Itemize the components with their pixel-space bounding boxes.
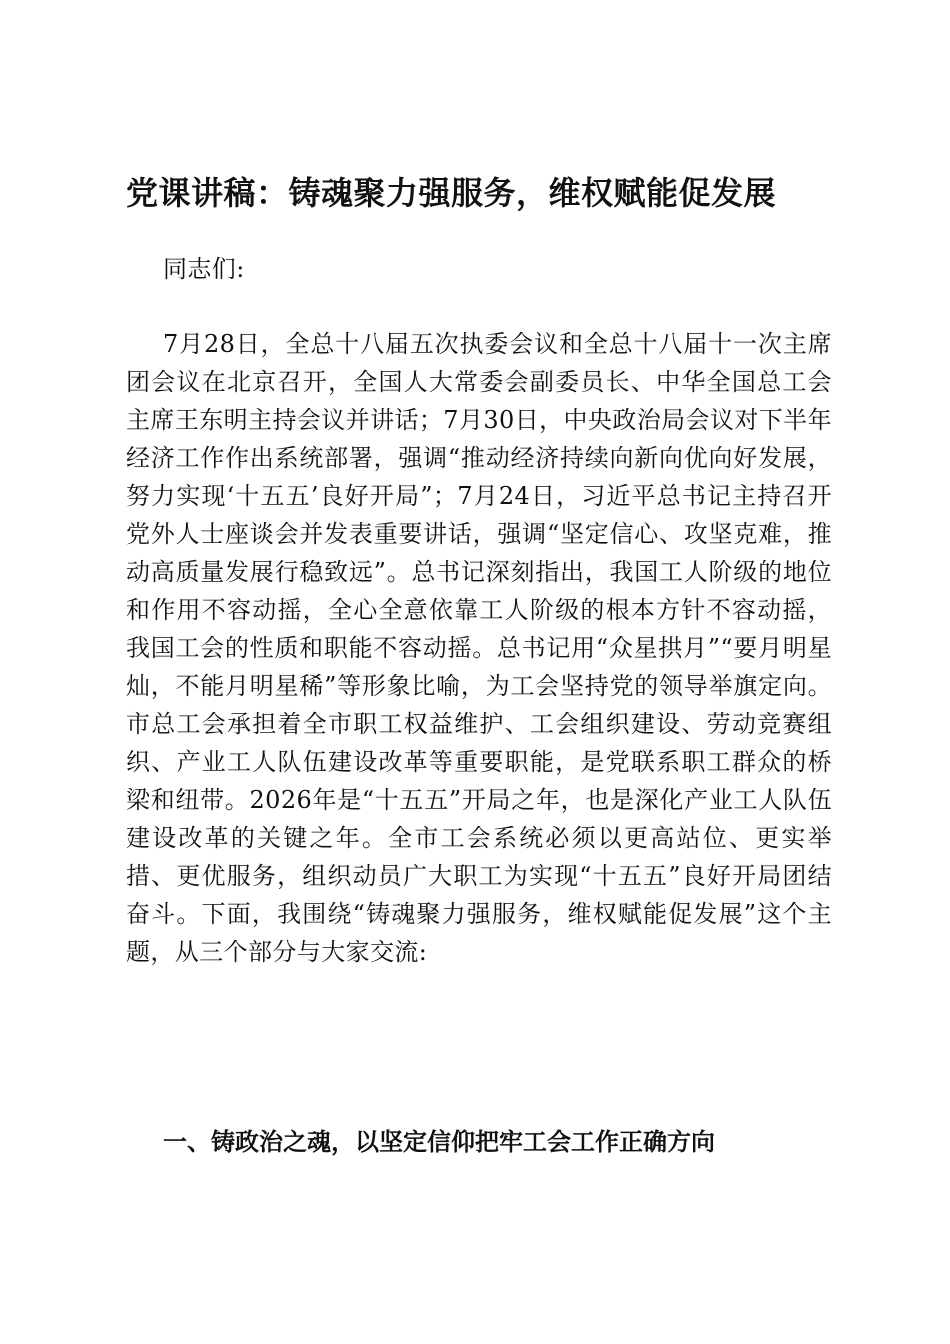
salutation: 同志们: bbox=[163, 255, 245, 283]
section-heading: 一、铸政治之魂，以坚定信仰把牢工会工作正确方向 bbox=[163, 1128, 715, 1156]
document-title: 党课讲稿：铸魂聚力强服务，维权赋能促发展 bbox=[126, 174, 777, 212]
body-paragraph: 7月28日，全总十八届五次执委会议和全总十八届十一次主席团会议在北京召开，全国人大常委会副委员长、中华全国总工会主席王东明主持会议并讲话；7月30日，中央政治局会议对下半年经济工作作出系统部署，强调“推动经济持续向新向优向好发展，努力实现‘十五五’良好开局”；7月24日，习近平总书记主持召开党外人士座谈会并发表重要讲话，强调“坚定信心、攻坚克难，推动高质量发展行稳致远”。总书记深刻指出，我国工人阶级的地位和作用不容动摇，全心全意依靠工人阶级的根本方针不容动摇，我国工会的性质和职能不容动摇。总书记用“众星拱月”“要月明星灿，不能月明星稀”等形象比喻，为工会坚持党的领导举旗定向。市总工会承担着全市职工权益维护、工会组织建设、劳动竞赛组织、产业工人队伍建设改革等重要职能，是党联系职工群众的桥梁和纽带。2026年是“十五五”开局之年，也是深化产业工人队伍建设改革的关键之年。全市工会系统必须以更高站位、更实举措、更优服务，组织动员广大职工为实现“十五五”良好开局团结奋斗。下面，我围绕“铸魂聚力强服务，维权赋能促发展”这个主题，从三个部分与大家交流: bbox=[126, 330, 832, 966]
